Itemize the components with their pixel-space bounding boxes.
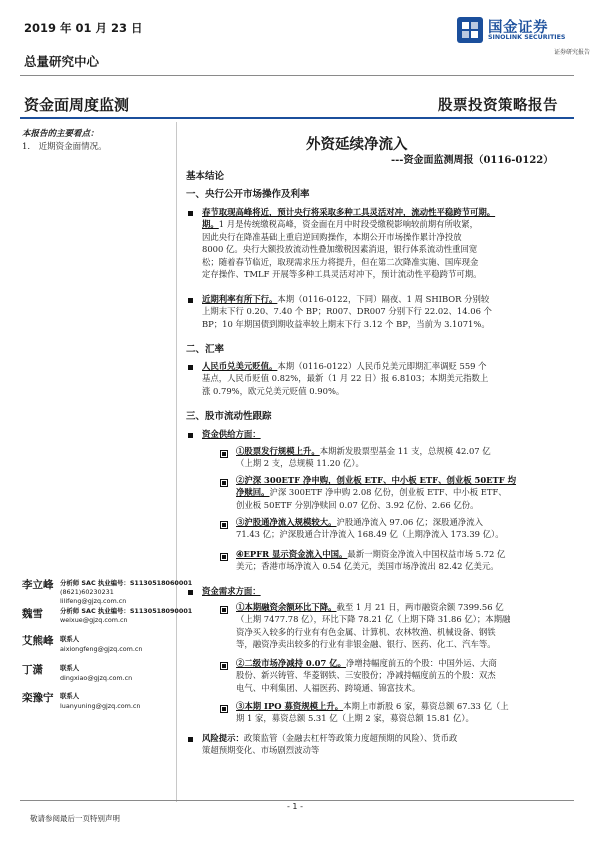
analyst-email[interactable]: lilifeng@gjzq.com.cn: [60, 597, 127, 605]
supply-item: ②沪深 300ETF 净申购，创业板 ETF、中小板 ETF、创业板 50ETF 均 净赎回。沪深 300ETF 净申购 2.08 亿份，创业板 ETF、中小板 ETF、 创业板 50ETF 分别净赎回 0.07 亿份、3.92 亿份、2.66 亿份。: [236, 475, 517, 510]
main-title: 外资延续净流入: [306, 136, 408, 153]
subsection-heading: 资金需求方面：: [202, 586, 261, 596]
supply-item: ③沪股通净流入规模较大。沪股通净流入 97.06 亿；深股通净流入 71.43 亿；沪深股通合计净流入 168.49 亿（上期净流入 173.39 亿）。: [236, 517, 504, 540]
analyst-role: 联系人: [60, 635, 80, 643]
analyst-email[interactable]: weixue@gjzq.com.cn: [60, 616, 128, 624]
bullet-icon: [188, 737, 193, 742]
bullet-icon: [188, 298, 193, 303]
checkbox-icon: [220, 521, 228, 529]
conclusion-paragraph: 近期利率有所下行。本期（0116-0122，下同）隔夜、1 周 SHIBOR 分别较 上期末下行 0.20、7.40 个 BP；R007、DR007 分别下行 22.02、14.06 个 BP；10 年期国债到期收益率较上期末下行 3.12 个 BP，当前为 3.1071%。: [202, 294, 492, 329]
risk-warning: 风险提示：政策监管（金融去杠杆等政策力度超预期的风险）、货币政 策超预期变化、市场剧烈波动等: [202, 733, 458, 756]
analyst-role: 分析师 SAC 执业编号：S1130518090001: [60, 607, 193, 615]
bullet-icon: [188, 365, 193, 370]
main-subtitle: ---资金面监测周报（0116-0122）: [391, 155, 554, 166]
basic-conclusion-heading: 基本结论: [186, 171, 225, 182]
checkbox-icon: [220, 553, 228, 561]
summary-heading: 本报告的主要看点：: [22, 129, 99, 139]
checkbox-icon: [220, 450, 228, 458]
analyst-name: 艾熊峰: [22, 635, 54, 647]
analyst-name: 丁潇: [22, 664, 43, 676]
sinolink-logo-icon: [456, 16, 484, 44]
supply-item: ①股票发行规模上升。本期新发股票型基金 11 支，总规模 42.07 亿 （上期 2 支，总规模 11.20 亿）。: [236, 446, 491, 469]
analyst-role: 联系人: [60, 664, 80, 672]
section-heading: 一、央行公开市场操作及利率: [186, 189, 310, 200]
column-divider: [176, 122, 177, 802]
conclusion-paragraph: 春节取现高峰将近，预计央行将采取多种工具灵活对冲，流动性平稳跨节可期。 期。1 月是传统缴税高峰，资金面在月中时段受缴税影响较前期有所收紧， 因此央行在降准基础上重启逆回购操作，本期公开市场操作累计净投放 8000 亿。央行大额投放流动性叠加缴税因素消退，银行体系流动性重回宽 松；随着春节临近，取现需求压力将提升，但在第二次降准实施、国库现金 定存操作、TMLF 开展等多种工具灵活对冲下，预计流动性平稳跨节可期。: [202, 207, 496, 280]
section-heading: 三、股市流动性跟踪: [186, 411, 272, 422]
analyst-phone: (8621)60230231: [60, 588, 114, 596]
checkbox-icon: [220, 705, 228, 713]
bullet-icon: [188, 433, 193, 438]
disclaimer-note: 敬请参阅最后一页特别声明: [30, 814, 120, 823]
demand-item: ③本期 IPO 募资规模上升。本期上市新股 6 家，募资总额 67.33 亿（上 期 1 家，募资总额 5.31 亿（上期 2 家，募资总额 15.81 亿）。: [236, 701, 509, 724]
subsection-heading: 资金供给方面：: [202, 429, 261, 439]
analyst-name: 栾豫宁: [22, 692, 54, 704]
analyst-name: 李立峰: [22, 579, 54, 591]
analyst-name: 魏雪: [22, 608, 43, 620]
company-logo: [456, 14, 591, 56]
report-date: 2019 年 01 月 23 日: [24, 21, 143, 35]
section-heading: 二、汇率: [186, 344, 225, 355]
conclusion-paragraph: 人民币兑美元贬值。本期（0116-0122）人民币兑美元即期汇率调贬 559 个 基点，人民币贬值 0.82%，最新（1 月 22 日）报 6.8103；本期美元指数上 涨 0.79%，欧元兑美元贬值 0.90%。: [202, 361, 489, 396]
demand-item: ②二级市场净减持 0.07 亿。净增持幅度前五的个股：中国外运、大商 股份、新兴铸管、华菱钢铁、三安股份；净减持幅度前五的个股：双杰 电气、中利集团、人福医药、跨境通、锦富技术。: [236, 658, 497, 693]
logo-chinese-name: 国金证券: [488, 20, 548, 36]
bullet-icon: [188, 211, 193, 216]
analyst-role: 分析师 SAC 执业编号：S1130518060001: [60, 579, 193, 587]
footer-divider: [20, 800, 574, 801]
title-divider: [20, 117, 574, 119]
header-divider: [20, 75, 574, 76]
bullet-icon: [188, 590, 193, 595]
demand-item: ①本期融资余额环比下降。截至 1 月 21 日，两市融资余额 7399.56 亿 （上期 7477.78 亿），环比下降 78.21 亿（上期下降 31.86 亿）；本期融 资净买入较多的行业有有色金属、计算机、农林牧渔、机械设备、钢铁 等，融资净卖出较多的行业有非银金融、银行、医药、化工、汽车等。: [236, 602, 511, 650]
logo-subtitle: 证券研究报告: [554, 49, 591, 56]
analyst-role: 联系人: [60, 692, 80, 700]
supply-item: ④EPFR 显示资金流入中国。最新一期资金净流入中国权益市场 5.72 亿 美元；香港市场净流入 0.54 亿美元，美国市场净流出 82.42 亿美元。: [236, 549, 506, 572]
page-number: - 1 -: [287, 802, 303, 811]
checkbox-icon: [220, 479, 228, 487]
analyst-email[interactable]: aixiongfeng@gjzq.com.cn: [60, 645, 143, 653]
department-name: 总量研究中心: [24, 54, 100, 69]
logo-english-name: SINOLINK SECURITIES: [488, 34, 566, 41]
analyst-email[interactable]: dingxiao@gjzq.com.cn: [60, 674, 133, 682]
analyst-email[interactable]: luanyuning@gjzq.com.cn: [60, 702, 141, 710]
report-type: 股票投资策略报告: [438, 97, 558, 114]
checkbox-icon: [220, 606, 228, 614]
report-series: 资金面周度监测: [24, 96, 130, 114]
summary-item: 1. 近期资金面情况。: [22, 142, 107, 152]
paragraph-lead: 春节取现高峰将近，预计央行将采取多种工具灵活对冲，流动性平稳跨节可期。: [202, 207, 496, 217]
checkbox-icon: [220, 662, 228, 670]
